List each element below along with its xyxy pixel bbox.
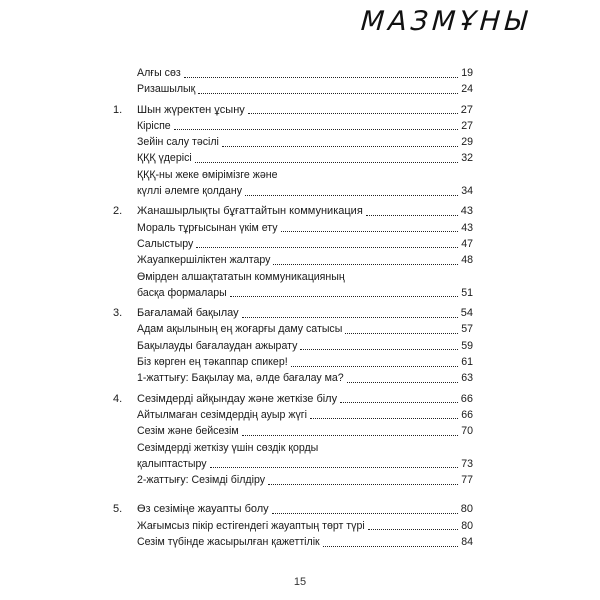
page-ref: 59 bbox=[461, 339, 473, 352]
page-ref: 77 bbox=[461, 474, 473, 487]
entry-title: 2-жаттығу: Сезімді білдіру bbox=[137, 474, 266, 487]
page-title: МАЗМҰНЫ bbox=[359, 6, 532, 37]
page-ref: 32 bbox=[461, 152, 473, 165]
chapter-number: 5. bbox=[113, 503, 123, 516]
entry-title: Жауапкершіліктен жалтару bbox=[137, 254, 271, 267]
entry-title: ҚҚҚ үдерісі bbox=[137, 152, 192, 165]
toc-entry-row bbox=[113, 354, 473, 370]
dot-leader bbox=[268, 484, 458, 485]
dot-leader bbox=[323, 546, 458, 547]
dot-leader bbox=[368, 529, 458, 530]
entry-title: Жағымсыз пікір естігендегі жауаптың төрт түрі bbox=[137, 519, 365, 532]
dot-leader bbox=[230, 296, 458, 297]
toc-entry-row bbox=[113, 321, 473, 337]
page-ref: 54 bbox=[460, 307, 473, 320]
dot-leader bbox=[174, 129, 458, 130]
dot-leader bbox=[300, 349, 458, 350]
page-ref: 29 bbox=[461, 136, 473, 149]
toc-entry-row bbox=[113, 407, 473, 423]
entry-title: Айтылмаған сезімдердің ауыр жүгі bbox=[137, 408, 307, 421]
entry-title: күллі әлемге қолдану bbox=[137, 185, 243, 198]
entry-title: Алғы сөз bbox=[137, 67, 181, 79]
toc-entry-row bbox=[113, 440, 473, 456]
toc-entry-row bbox=[113, 338, 473, 354]
toc-entry-row bbox=[113, 518, 473, 534]
dot-leader bbox=[291, 366, 458, 367]
toc-entry-row bbox=[113, 456, 473, 472]
chapter-number: 1. bbox=[113, 103, 123, 116]
chapter-number: 4. bbox=[113, 392, 123, 405]
toc-entry-row bbox=[113, 150, 473, 166]
page-ref: 84 bbox=[461, 536, 473, 549]
chapter-title: Жанашырлықты бұғаттайтын коммуникация bbox=[137, 205, 363, 218]
dot-leader bbox=[272, 513, 458, 514]
toc-entry-row bbox=[113, 167, 473, 183]
toc-entry-row bbox=[113, 285, 473, 301]
dot-leader bbox=[242, 317, 458, 318]
dot-leader bbox=[281, 231, 458, 232]
chapter-title: Сезімдерді айқындау және жеткізе білу bbox=[137, 392, 338, 405]
page-ref: 80 bbox=[461, 519, 473, 532]
toc-entry-row bbox=[113, 252, 473, 268]
entry-title: Ризашылық bbox=[137, 83, 196, 96]
entry-title: Кіріспе bbox=[137, 119, 171, 132]
entry-title: ҚҚҚ-ны жеке өмірімізге және bbox=[137, 168, 278, 181]
dot-leader bbox=[273, 264, 458, 265]
dot-leader bbox=[184, 77, 458, 78]
page-ref: 66 bbox=[461, 408, 473, 421]
entry-title: Өмірден алшақтататын коммуникацияның bbox=[137, 270, 345, 283]
page-ref: 51 bbox=[461, 286, 473, 299]
entry-title: Салыстыру bbox=[137, 237, 194, 250]
table-of-contents bbox=[113, 65, 473, 550]
toc-entry-row bbox=[113, 220, 473, 236]
entry-title: Сезім түбінде жасырылған қажеттілік bbox=[137, 536, 320, 549]
page-ref: 61 bbox=[461, 356, 473, 369]
page-ref: 27 bbox=[461, 119, 473, 132]
page-ref: 43 bbox=[461, 221, 473, 234]
dot-leader bbox=[195, 162, 458, 163]
dot-leader bbox=[345, 333, 458, 334]
toc-entry-row bbox=[113, 423, 473, 439]
dot-leader bbox=[347, 382, 458, 383]
page-ref: 24 bbox=[461, 83, 473, 96]
chapter-title: Өз сезіміңе жауапты болу bbox=[137, 503, 269, 516]
toc-entry-row bbox=[113, 472, 473, 488]
dot-leader bbox=[248, 113, 458, 114]
toc-entry-row bbox=[113, 118, 473, 134]
entry-title: Адам ақылының ең жоғарғы даму сатысы bbox=[137, 323, 343, 336]
dot-leader bbox=[196, 247, 458, 248]
toc-chapter-row bbox=[113, 102, 473, 118]
entry-title: Зейін салу тәсілі bbox=[137, 136, 219, 149]
dot-leader bbox=[340, 402, 458, 403]
page-ref: 57 bbox=[461, 323, 473, 336]
toc-chapter-row bbox=[113, 501, 473, 517]
page-ref: 27 bbox=[460, 103, 473, 116]
toc-entry-row bbox=[113, 534, 473, 550]
chapter-number: 3. bbox=[113, 307, 123, 320]
entry-title: Сезім және бейсезім bbox=[137, 425, 239, 438]
page-ref: 48 bbox=[461, 254, 473, 267]
dot-leader bbox=[222, 146, 458, 147]
toc-entry-row bbox=[113, 65, 473, 81]
entry-title: Сезімдерді жеткізу үшін сөздік қорды bbox=[137, 441, 319, 454]
chapter-number: 2. bbox=[113, 205, 123, 218]
page-ref: 43 bbox=[460, 205, 473, 218]
chapter-title: Бағаламай бақылау bbox=[137, 307, 239, 320]
toc-entry-row bbox=[113, 134, 473, 150]
page-ref: 19 bbox=[461, 67, 473, 79]
page-ref: 80 bbox=[460, 503, 473, 516]
entry-title: қалыптастыру bbox=[137, 457, 207, 470]
entry-title: Біз көрген ең тәкаппар спикер! bbox=[137, 356, 288, 369]
dot-leader bbox=[310, 418, 458, 419]
page-ref: 70 bbox=[461, 425, 473, 438]
toc-entry-row bbox=[113, 236, 473, 252]
page-number: 15 bbox=[293, 576, 307, 588]
toc-entry-row bbox=[113, 81, 473, 97]
entry-title: басқа формалары bbox=[137, 286, 227, 299]
dot-leader bbox=[245, 195, 458, 196]
dot-leader bbox=[198, 93, 458, 94]
page-ref: 47 bbox=[461, 237, 473, 250]
entry-title: Мораль тұрғысынан үкім ету bbox=[137, 221, 278, 234]
dot-leader bbox=[366, 215, 458, 216]
dot-leader bbox=[210, 467, 458, 468]
toc-chapter-row bbox=[113, 203, 473, 219]
chapter-title: Шын жүректен ұсыну bbox=[137, 103, 245, 116]
toc-chapter-row bbox=[113, 305, 473, 321]
page-ref: 63 bbox=[461, 372, 473, 385]
page-ref: 34 bbox=[461, 185, 473, 198]
entry-title: 1-жаттығу: Бақылау ма, әлде бағалау ма? bbox=[137, 372, 344, 385]
entry-title: Бақылауды бағалаудан ажырату bbox=[137, 339, 298, 352]
page-ref: 73 bbox=[461, 457, 473, 470]
toc-entry-row bbox=[113, 370, 473, 386]
toc-entry-row bbox=[113, 269, 473, 285]
page-ref: 66 bbox=[460, 392, 473, 405]
toc-entry-row bbox=[113, 183, 473, 199]
dot-leader bbox=[242, 435, 458, 436]
toc-chapter-row bbox=[113, 391, 473, 407]
